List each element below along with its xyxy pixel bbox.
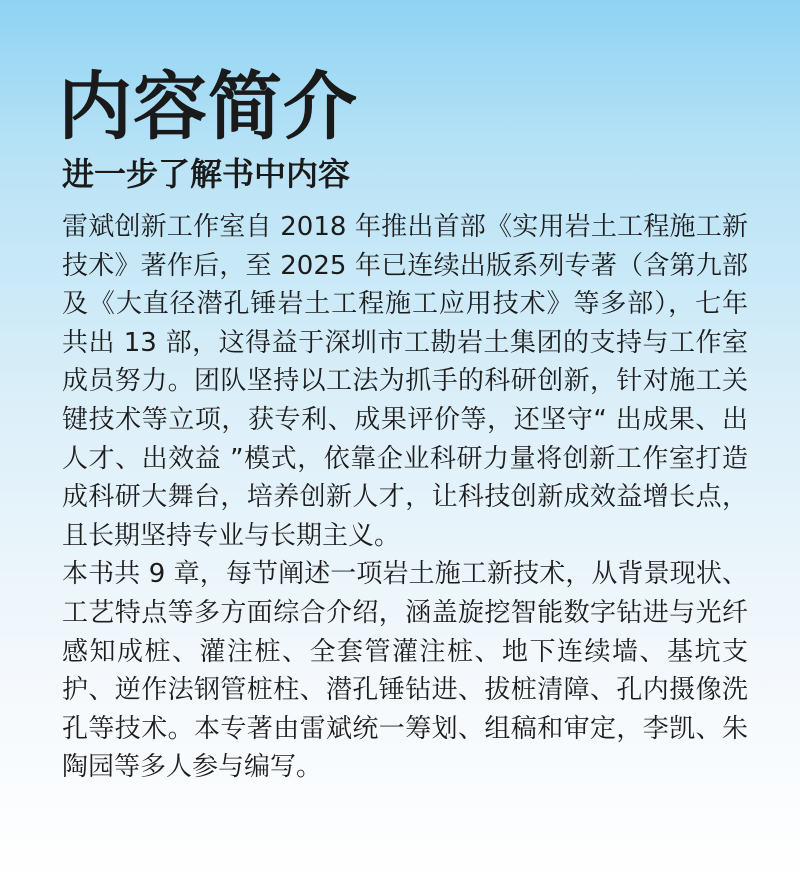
content-page [58,64,748,787]
intro-paragraph-2: 本书共 9 章，每节阐述一项岩土施工新技术，从背景现状、工艺特点等多方面综合介绍，涵盖旋挖智能数字钻进与光纤感知成桩、灌注桩、全套管灌注桩、地下连续墙、基坑支护、逆作法钢管桩柱、潜孔锤钻进、拔桩清障、孔内摄像洗孔等技术。本专著由雷斌统一筹划、组稿和审定，李凯、朱陶园等多人参与编写。 [62,559,748,783]
intro-body [62,208,748,787]
page-title: 内容简介 [58,64,358,150]
page-subtitle: 进一步了解书中内容 [62,155,351,193]
intro-paragraph-1: 雷斌创新工作室自 2018 年推出首部《实用岩土工程施工新技术》著作后，至 2025 年已连续出版系列专著（含第九部及《大直径潜孔锤岩土工程施工应用技术》等多部），七年共出 13 部，这得益于深圳市工勘岩土集团的支持与工作室成员努力。团队坚持以工法为抓手的科研创新，针对施工关键技术等立项，获专利、成果评价等，还坚守“ 出成果、出人才、出效益 ”模式，依靠企业科研力量将创新工作室打造成科研大舞台，培养创新人才，让科技创新成效益增长点，且长期坚持专业与长期主义。 [62,212,748,551]
